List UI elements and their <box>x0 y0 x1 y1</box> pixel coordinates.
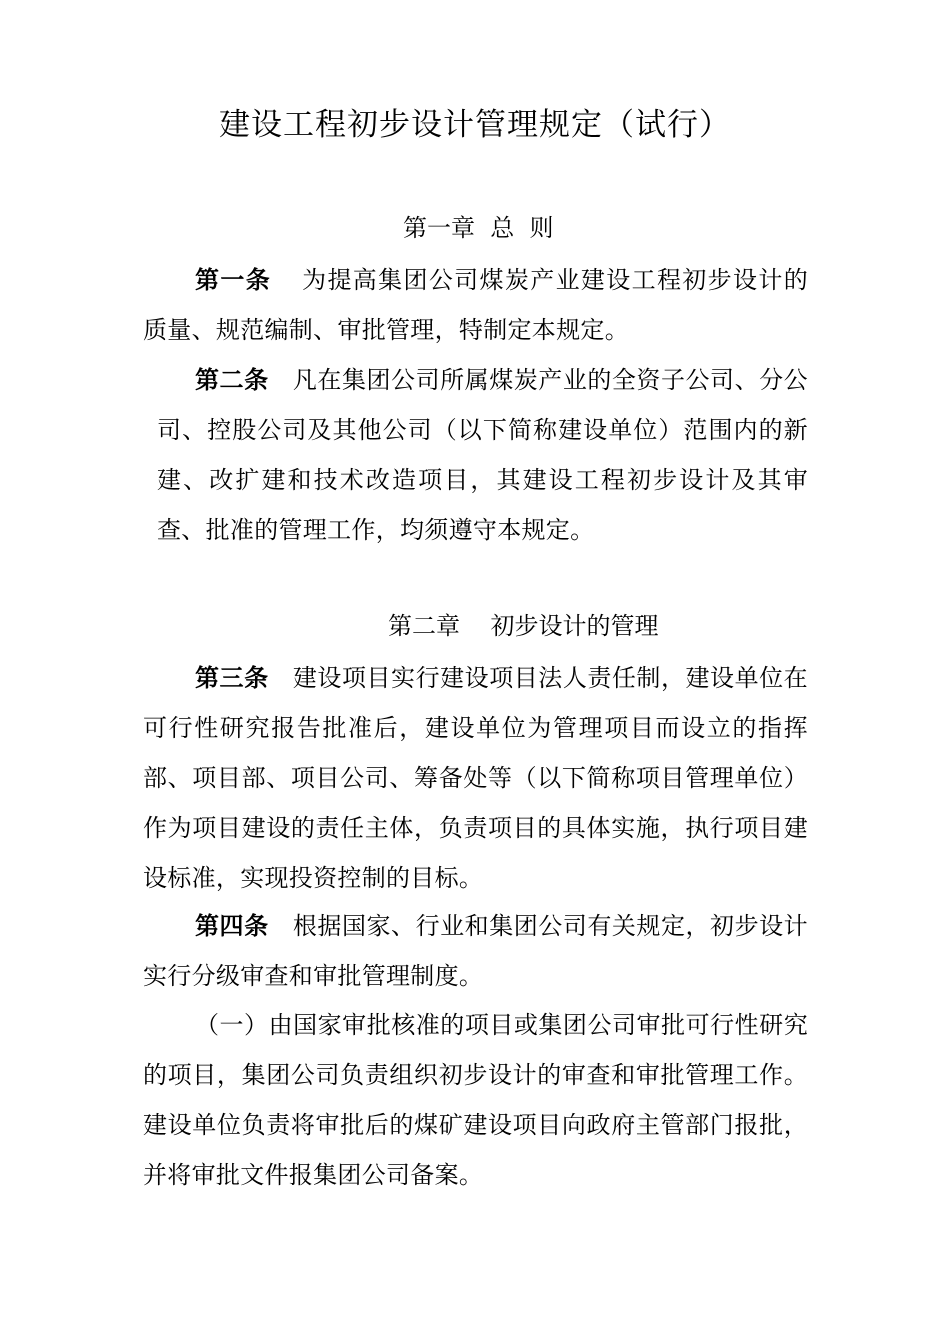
article-paragraph <box>143 901 808 1001</box>
article-number: 第四条 <box>195 912 269 940</box>
article-text: 凡在集团公司所属煤炭产业的全资子公司、分公司、控股公司及其他公司（以下简称建设单位）范围内的新建、改扩建和技术改造项目，其建设工程初步设计及其审查、批准的管理工作，均须遵守本规定。 <box>157 366 808 544</box>
article-paragraph <box>143 255 808 355</box>
document-title: 建设工程初步设计管理规定（试行） <box>219 107 731 143</box>
article-paragraph <box>157 355 808 555</box>
chapter-heading: 第一章 总 则 <box>403 214 554 242</box>
article-number: 第三条 <box>195 664 269 692</box>
article-number: 第一条 <box>195 266 272 294</box>
chapter-heading: 第二章 初步设计的管理 <box>388 612 659 640</box>
article-paragraph <box>143 653 808 903</box>
article-number: 第二条 <box>195 366 269 394</box>
article-text: 建设项目实行建设项目法人责任制，建设单位在可行性研究报告批准后，建设单位为管理项目而设立的指挥部、项目部、项目公司、筹备处等（以下简称项目管理单位）作为项目建设的责任主体，负责项目的具体实施，执行项目建设标准，实现投资控制的目标。 <box>143 664 808 892</box>
article-text: 为提高集团公司煤炭产业建设工程初步设计的质量、规范编制、审批管理，特制定本规定。 <box>143 266 808 344</box>
clause-paragraph: （一）由国家审批核准的项目或集团公司审批可行性研究的项目，集团公司负责组织初步设计的审查和审批管理工作。建设单位负责将审批后的煤矿建设项目向政府主管部门报批，并将审批文件报集团公司备案。 <box>143 1011 808 1189</box>
article-text: 根据国家、行业和集团公司有关规定，初步设计实行分级审查和审批管理制度。 <box>143 912 808 990</box>
